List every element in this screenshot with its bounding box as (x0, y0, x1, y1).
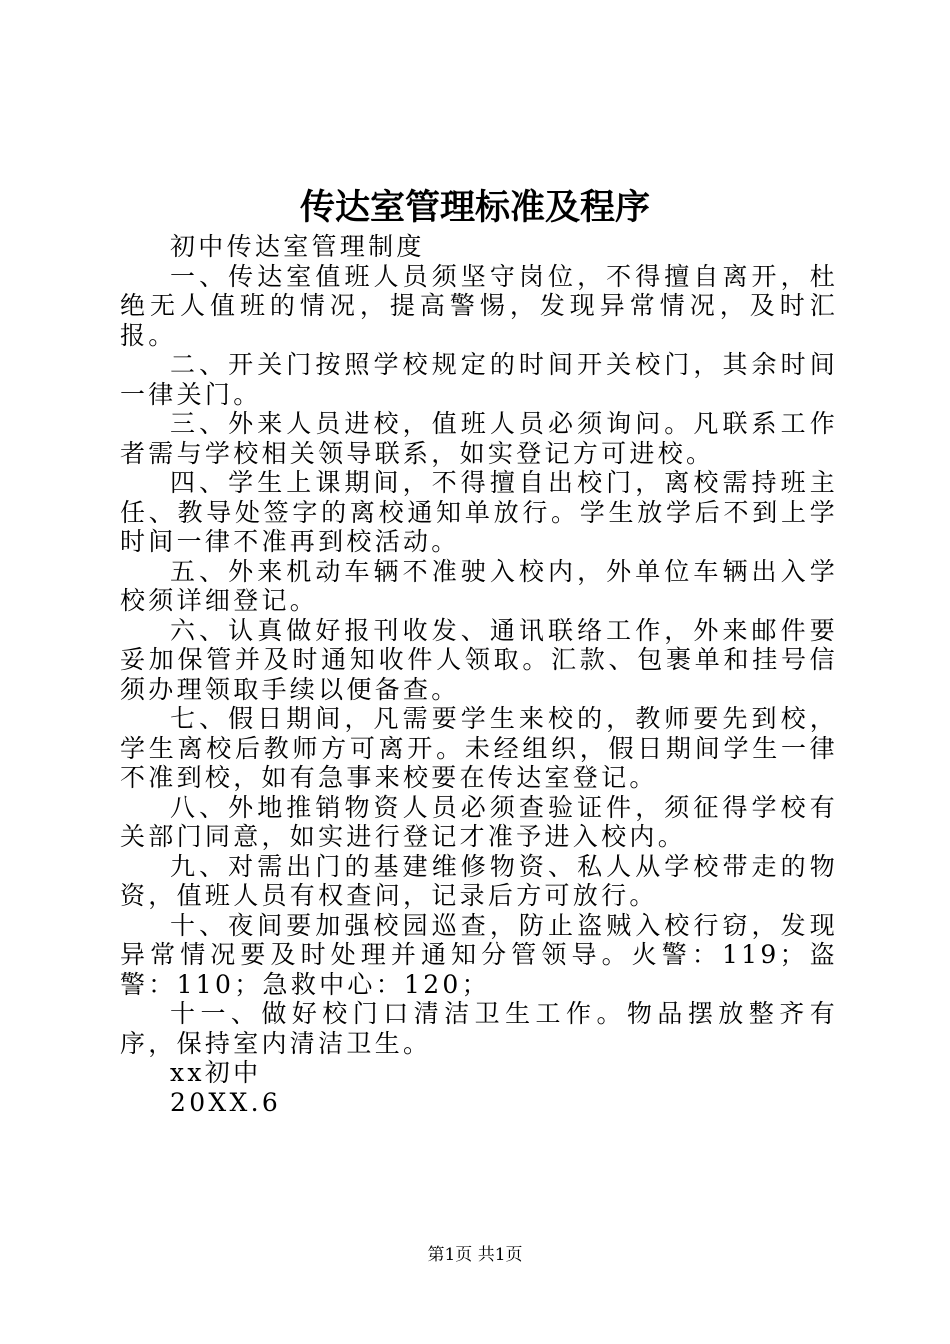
paragraph-rule-9: 九、对需出门的基建维修物资、私人从学校带走的物资，值班人员有权查问，记录后方可放行。 (120, 851, 838, 910)
paragraph-subtitle: 初中传达室管理制度 (170, 232, 425, 261)
paragraph-rule-7: 七、假日期间，凡需要学生来校的，教师要先到校，学生离校后教师方可离开。未经组织，假日期间学生一律不准到校，如有急事来校要在传达室登记。 (120, 704, 838, 792)
paragraph-rule-6: 六、认真做好报刊收发、通讯联络工作，外来邮件要妥加保管并及时通知收件人领取。汇款、包裹单和挂号信须办理领取手续以便备查。 (120, 615, 838, 704)
paragraph-rule-10: 十、夜间要加强校园巡查，防止盗贼入校行窃，发现异常情况要及时处理并通知分管领导。火警：119；盗警：110；急救中心：120； (120, 910, 838, 999)
paragraph-rule-8: 八、外地推销物资人员必须查验证件，须征得学校有关部门同意，如实进行登记才准予进入校内。 (120, 792, 838, 851)
paragraph-rule-3: 三、外来人员进校，值班人员必须询问。凡联系工作者需与学校相关领导联系，如实登记方可进校。 (120, 409, 838, 468)
signature-date: 20XX.6 (170, 1087, 282, 1117)
paragraph-rule-2: 二、开关门按照学校规定的时间开关校门，其余时间一律关门。 (120, 350, 838, 409)
paragraph-rule-5: 五、外来机动车辆不准驶入校内，外单位车辆出入学校须详细登记。 (120, 556, 838, 615)
paragraph-rule-11: 十一、做好校门口清洁卫生工作。物品摆放整齐有序，保持室内清洁卫生。 (120, 999, 838, 1058)
signature-school: xx初中 (170, 1058, 262, 1087)
paragraph-rule-1: 一、传达室值班人员须坚守岗位，不得擅自离开，杜绝无人值班的情况，提高警惕，发现异常情况，及时汇报。 (120, 261, 838, 350)
paragraph-rule-4: 四、学生上课期间，不得擅自出校门，离校需持班主任、教导处签字的离校通知单放行。学生放学后不到上学时间一律不准再到校活动。 (120, 468, 838, 556)
document-body (120, 232, 838, 1117)
page-footer: 第1页 共1页 (427, 1245, 523, 1265)
document-title: 传达室管理标准及程序 (299, 187, 650, 228)
